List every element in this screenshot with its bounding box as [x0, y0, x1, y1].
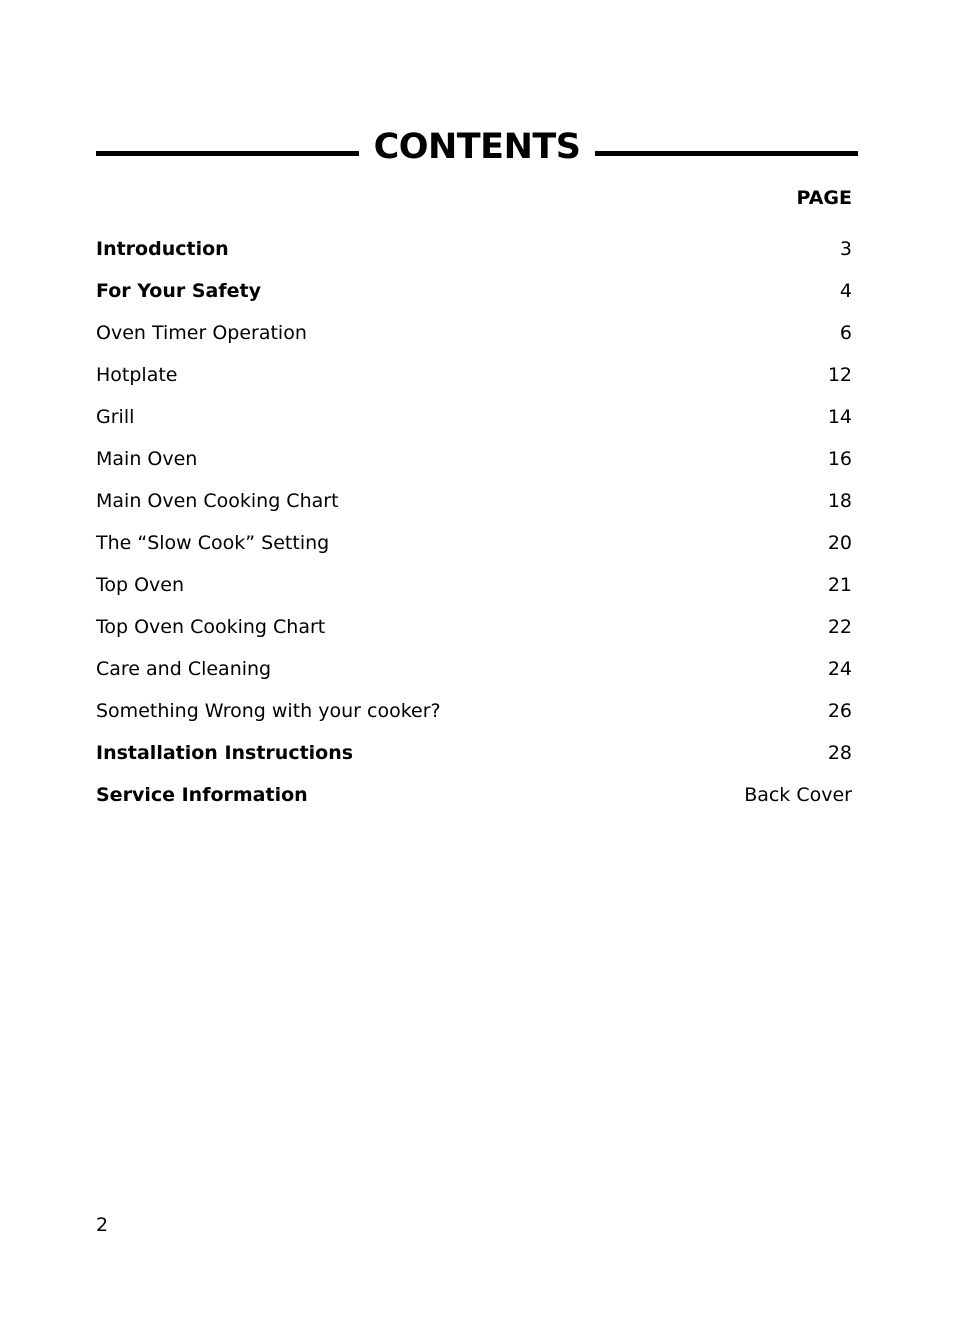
toc-entry-label: Service Information [96, 784, 308, 806]
toc-entry[interactable] [96, 354, 852, 396]
toc-entry-page: 4 [839, 280, 852, 302]
toc-entry-label: Hotplate [96, 364, 178, 386]
toc-entry-page: 24 [827, 658, 852, 680]
toc-entry-label: For Your Safety [96, 280, 261, 302]
table-of-contents [96, 228, 852, 816]
toc-entry[interactable] [96, 606, 852, 648]
toc-entry-label: Top Oven Cooking Chart [96, 616, 326, 638]
page-title: CONTENTS [373, 127, 581, 167]
toc-entry[interactable] [96, 438, 852, 480]
toc-entry[interactable] [96, 564, 852, 606]
toc-entry-label: Something Wrong with your cooker? [96, 700, 441, 722]
toc-entry[interactable] [96, 522, 852, 564]
toc-entry-page: 3 [839, 238, 852, 260]
toc-entry-page: 21 [827, 574, 852, 596]
toc-entry[interactable] [96, 690, 852, 732]
toc-entry-page: 28 [827, 742, 852, 764]
toc-entry-label: Top Oven [96, 574, 185, 596]
toc-entry[interactable] [96, 270, 852, 312]
toc-entry-page: 20 [827, 532, 852, 554]
title-rule-right [595, 151, 858, 156]
toc-entry-label: Grill [96, 406, 135, 428]
toc-entry-label: Introduction [96, 238, 229, 260]
toc-entry-page: 22 [827, 616, 852, 638]
toc-entry-label: Main Oven [96, 448, 198, 470]
toc-entry-label: The “Slow Cook” Setting [96, 532, 330, 554]
toc-entry[interactable] [96, 774, 852, 816]
toc-entry-page: 26 [827, 700, 852, 722]
toc-entry[interactable] [96, 312, 852, 354]
toc-entry[interactable] [96, 732, 852, 774]
toc-entry-page: 14 [827, 406, 852, 428]
toc-entry-page: Back Cover [744, 784, 852, 806]
toc-entry-page: 6 [839, 322, 852, 344]
toc-entry-label: Installation Instructions [96, 742, 354, 764]
toc-entry-label: Care and Cleaning [96, 658, 272, 680]
toc-entry-page: 18 [827, 490, 852, 512]
toc-entry[interactable] [96, 228, 852, 270]
title-banner [96, 120, 858, 174]
toc-entry[interactable] [96, 396, 852, 438]
toc-entry[interactable] [96, 480, 852, 522]
page-column-header: PAGE [796, 187, 852, 209]
toc-entry[interactable] [96, 648, 852, 690]
footer-page-number: 2 [96, 1214, 109, 1236]
toc-entry-label: Main Oven Cooking Chart [96, 490, 339, 512]
toc-entry-page: 12 [827, 364, 852, 386]
toc-entry-label: Oven Timer Operation [96, 322, 307, 344]
title-rule-left [96, 151, 359, 156]
toc-entry-page: 16 [827, 448, 852, 470]
